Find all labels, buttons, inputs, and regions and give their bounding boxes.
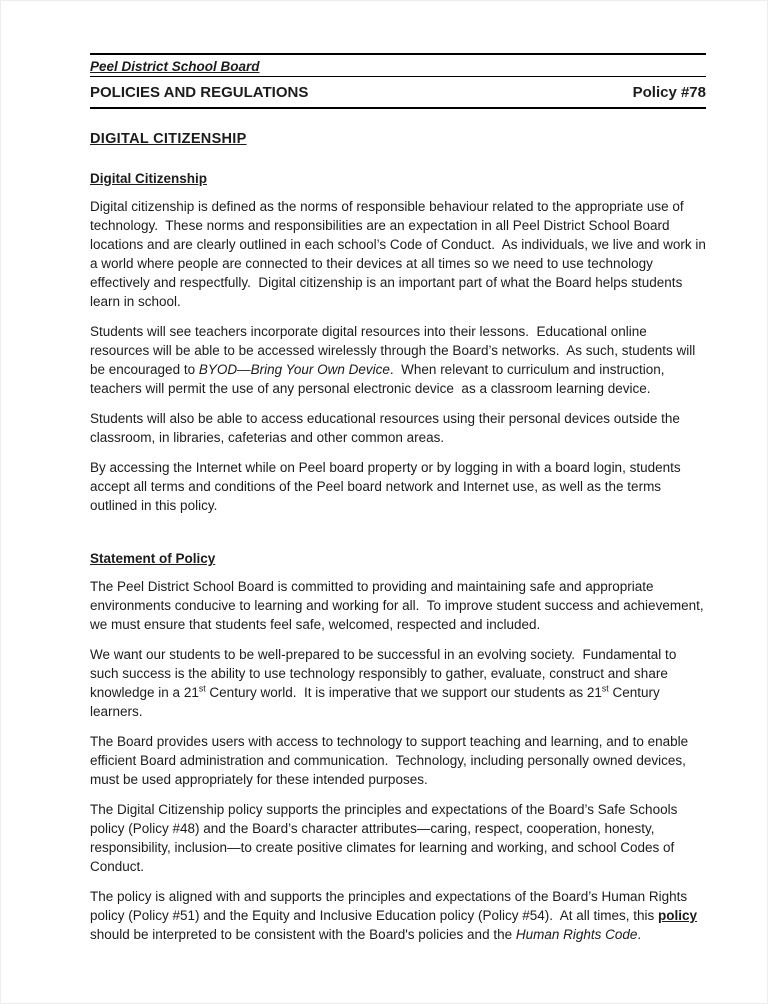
text-segment: should be interpreted to be consistent with the Board's policies and the — [90, 908, 701, 942]
text-segment: Students will see teachers incorporate digital resources into their lessons. Educational online resources will be able to be accessed wirelessly through the Board’s networks. As such, students will be encouraged to — [90, 324, 700, 377]
document-title: DIGITAL CITIZENSHIP — [90, 131, 247, 147]
text-segment: . — [637, 927, 642, 942]
paragraph — [90, 887, 706, 944]
section-statement-of-policy — [90, 551, 706, 944]
paragraph: Digital citizenship is defined as the norms of responsible behaviour related to the appropriate use of technology. These norms and responsibilities are an expectation in all Peel District School Board locations and are clearly outlined in each school’s Code of Conduct. As individuals, we live and work in a world where people are connected to their devices at all times so we need to use technology effectively and respectfully. Digital citizenship is an important part of what the Board helps students learn in school. — [90, 199, 710, 309]
text-segment: Century learners. — [90, 685, 664, 719]
policy-number: Policy #78 — [632, 84, 706, 101]
text-segment: . When relevant to curriculum and instruction, teachers will permit the use of any personal electronic device as a classroom learning device. — [90, 362, 669, 396]
paragraph: The Digital Citizenship policy supports the principles and expectations of the Board’s Safe Schools policy (Policy #48) and the Board’s character attributes—caring, respect, cooperation, honesty, responsibility, inclusion—to create positive climates for learning and working, and school Codes of Conduct. — [90, 802, 682, 874]
header-bottom-divider — [90, 107, 706, 109]
italic-text-human-rights-code: Human Rights Code — [515, 927, 638, 942]
italic-text-byod: BYOD—Bring Your Own Device — [198, 362, 390, 377]
text-segment: The policy is aligned with and supports the principles and expectations of the Board’s Human Rights policy (Policy #51) and the Equity and Inclusive Education policy (Policy #54). At all times, this — [90, 889, 691, 923]
text-segment: Century world. It is imperative that we support our students as 21 — [205, 685, 602, 700]
document-header — [90, 53, 706, 109]
paragraph: The Board provides users with access to technology to support teaching and learning, and to enable efficient Board administration and communication. Technology, including personally owned devices, must be used appropriately for these intended purposes. — [90, 734, 692, 787]
paragraph: By accessing the Internet while on Peel board property or by logging in with a board login, students accept all terms and conditions of the Peel board network and Internet use, as well as the terms outlined in this policy. — [90, 460, 685, 513]
paragraph — [90, 645, 706, 721]
emphasized-text-policy: policy — [658, 908, 698, 923]
doc-type-label: POLICIES AND REGULATIONS — [90, 84, 309, 101]
board-name: Peel District School Board — [90, 59, 260, 74]
paragraph: Students will also be able to access educational resources using their personal devices outside the classroom, in libraries, cafeterias and other common areas. — [90, 411, 684, 445]
text-segment: We want our students to be well-prepared to be successful in an evolving society. Fundamental to such success is the ability to use technology responsibly to gather, evaluate, construct and share knowledge in a 21 — [90, 647, 681, 700]
superscript: st — [198, 683, 206, 694]
section-digital-citizenship — [90, 171, 710, 515]
superscript: st — [601, 683, 609, 694]
paragraph — [90, 322, 706, 398]
section-heading-statement-of-policy: Statement of Policy — [90, 551, 216, 566]
header-row — [90, 77, 706, 107]
section-heading-digital-citizenship: Digital Citizenship — [90, 171, 208, 186]
paragraph: The Peel District School Board is committed to providing and maintaining safe and appropriate environments conducive to learning and working for all. To improve student success and achievement, we must ensure that students feel safe, welcomed, respected and included. — [90, 579, 708, 632]
